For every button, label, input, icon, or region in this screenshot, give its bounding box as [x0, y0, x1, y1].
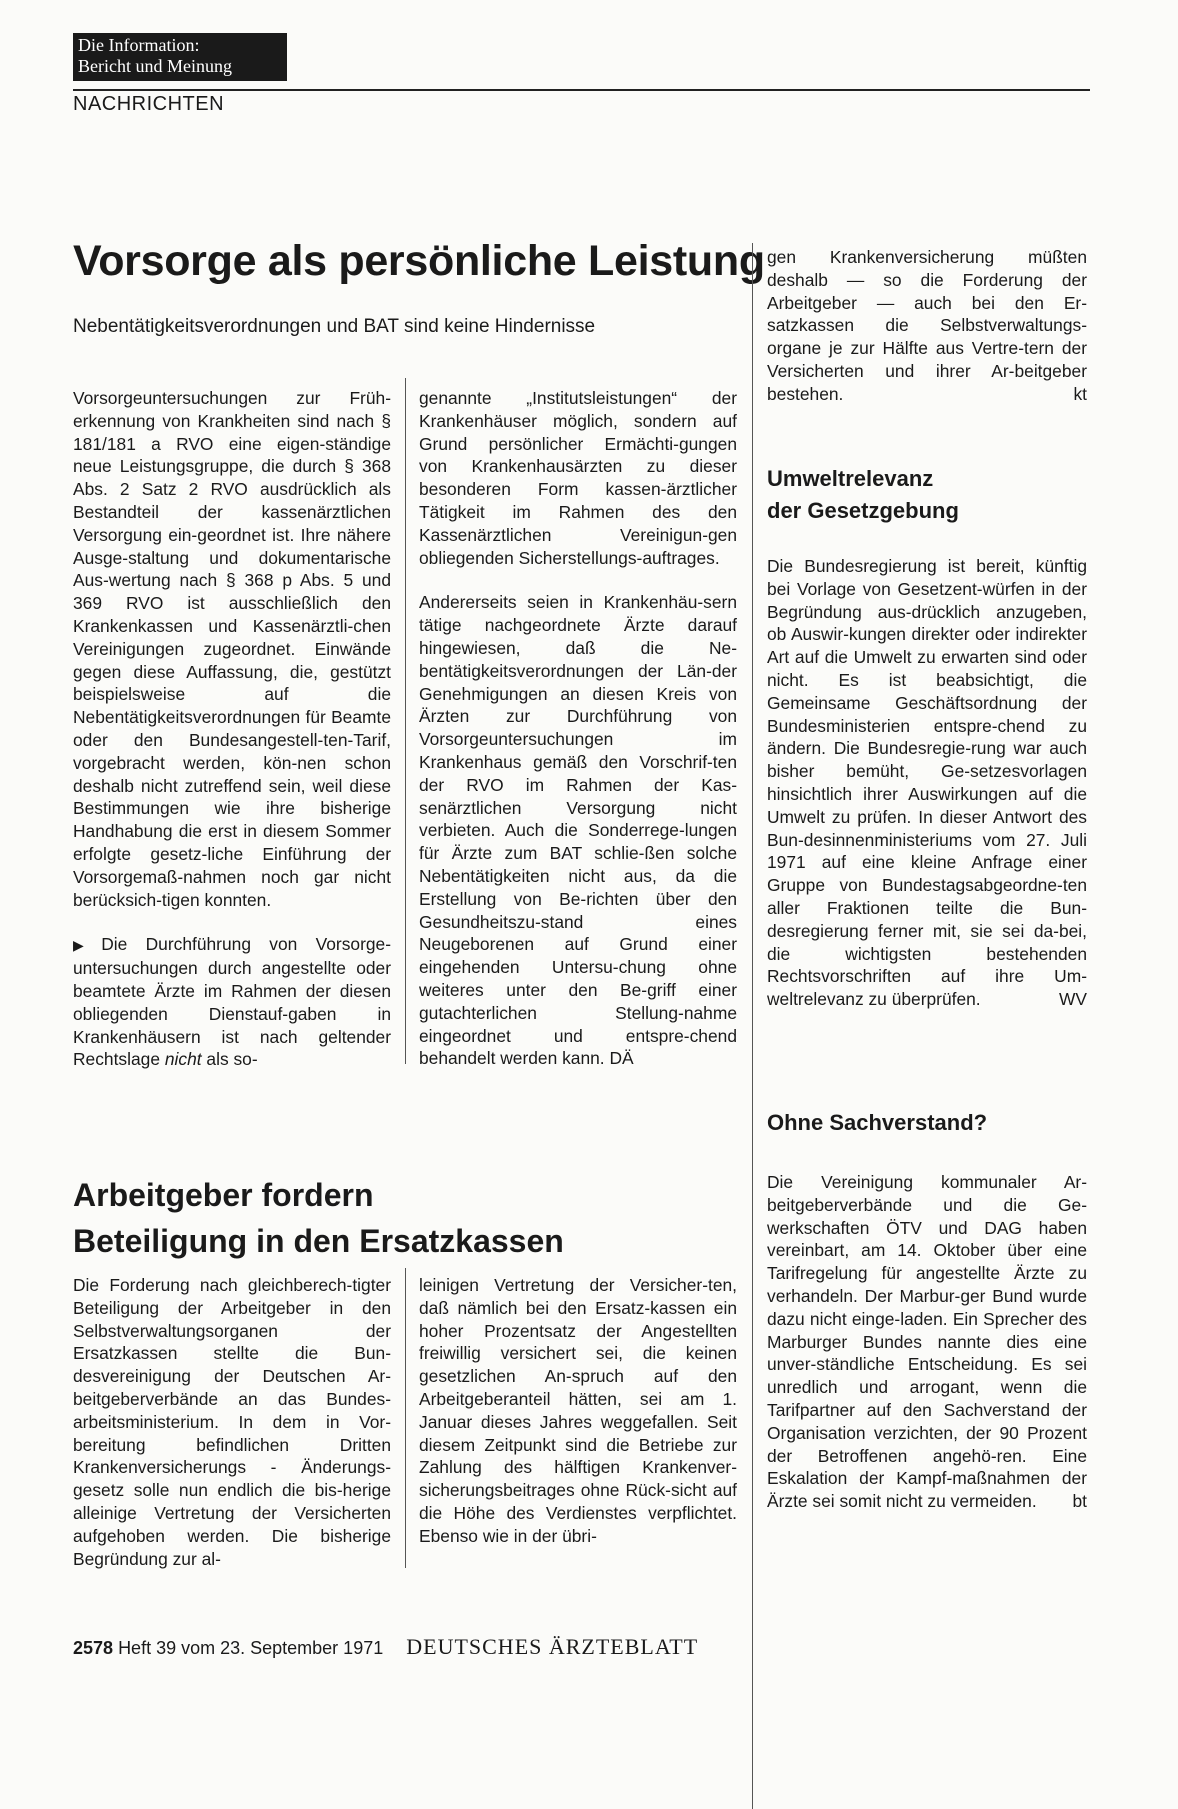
- article-1-title: Vorsorge als persönliche Leistung: [73, 237, 765, 285]
- department-kicker: [73, 33, 287, 81]
- kicker-line-2: Bericht und Meinung: [78, 56, 232, 76]
- article-1-paragraph: Andererseits seien in Krankenhäu-sern tätige nachgeordnete Ärzte darauf hingewiesen, daß die Ne-bentätigkeitsverordnungen der Län-der Genehmigungen an diesen Kreis von Ärzten zur Durchführung von Vorsorgeuntersuchungen im Krankenhaus gemäß den Vorschrif-ten der RVO im Rahmen der Kas-senärztlichen Versorgung nicht verbieten. Auch die Sonderrege-lungen für Ärzte zum BAT schlie-ßen solche Nebentätigkeiten nicht aus, da die Erstellung von Be-richten über den Gesundheitszu-stand eines Neugeborenen auf Grund einer eingehenden Untersu-chung ohne weiteres unter den Be-griff einer gutachterlichen Stellung-nahme eingeordnet und entspre-chend behandelt werden kann. DÄ: [419, 592, 737, 1069]
- article-3-title: Umweltrelevanz der Gesetzgebung: [767, 466, 959, 523]
- article-4-paragraph: Die Vereinigung kommunaler Ar-beitgeberverbände und die Ge-werkschaften ÖTV und DAG haben vereinbart, am 14. Oktober über eine Tarifregelung für angestellte Ärzte zu verhandeln. Der Marbur-ger Bund wurde dazu nicht einge-laden. Ein Sprecher des Marburger Bundes nannte dies eine unver-ständliche Entscheidung. Es sei unredlich und arrogant, wenn die Tarifpartner auf den Sachverstand der Organisation verzichten, der 90 Prozent der Betroffenen angehö-ren. Eine Eskalation der Kampf-maßnahmen der Ärzte sei somit nicht zu vermeiden. bt: [767, 1172, 1087, 1512]
- section-label: NACHRICHTEN: [73, 93, 225, 115]
- header-rule: [73, 89, 1090, 91]
- article-4-title: Ohne Sachverstand?: [767, 1110, 988, 1135]
- article-2-paragraph: leinigen Vertretung der Versicher-ten, daß nämlich bei den Ersatz-kassen ein hoher Prozentsatz der Angestellten freiwillig versichert sei, die keinen gesetzlichen An-spruch auf den Arbeitgeberanteil hätten, sei am 1. Januar dieses Jahres weggefallen. Seit diesem Zeitpunkt sind die Betriebe zur Zahlung des hälftigen Krankenver-sicherungsbeitrages ohne Rück-sicht auf die Höhe des Verdienstes verpflichtet. Ebenso wie in der übri-: [419, 1275, 737, 1546]
- masthead: DEUTSCHES ÄRZTEBLATT: [406, 1634, 699, 1659]
- article-2-column-1: [73, 1274, 391, 1570]
- issue-info: Heft 39 vom 23. September 1971: [118, 1638, 384, 1658]
- column-divider: [405, 1268, 406, 1568]
- article-4-body: [767, 1171, 1087, 1513]
- article-3-paragraph: Die Bundesregierung ist bereit, künftig bei Vorlage von Gesetzent-würfen in der Begründung aus-drücklich anzugeben, ob Auswir-kungen direkter oder indirekter Art auf die Umwelt zu erwarten sind oder nicht. Es ist beabsichtigt, die Gemeinsame Geschäftsordnung der Bundesministerien entspre-chend zu ändern. Die Bundesregie-rung war auch bisher bemüht, Ge-setzesvorlagen hinsichtlich ihrer Auswirkungen auf die Umwelt zu prüfen. In dieser Antwort des Bun-desinnenministeriums vom 27. Juli 1971 auf eine kleine Anfrage einer Gruppe von Bundestagsabgeordne-ten aller Fraktionen teilte die Bun-desregierung ferner mit, sie sei da-bei, die wichtigsten bestehenden Rechtsvorschriften auf ihre Um-weltrelevanz zu überprüfen. WV: [767, 556, 1087, 1010]
- article-2-paragraph: gen Krankenversicherung müßten deshalb — so die Forderung der Arbeitgeber — auch bei den Er-satzkassen die Selbstverwaltungs-organe je zur Hälfte aus Vertre-tern der Versicherten und ihrer Ar-beitgeber bestehen. kt: [767, 247, 1087, 404]
- column-divider: [752, 243, 753, 1809]
- column-divider: [405, 378, 406, 1064]
- article-1-column-1: [73, 387, 391, 1071]
- author-signature: WV: [1058, 989, 1087, 1010]
- article-2-continuation: [767, 246, 1087, 406]
- kicker-line-1: Die Information:: [78, 35, 200, 55]
- article-2-column-2: [419, 1274, 737, 1548]
- article-1-paragraph: Vorsorgeuntersuchungen zur Früh-erkennung von Krankheiten sind nach § 181/181 a RVO eine eigen-ständige neue Leistungsgruppe, die durch § 368 Abs. 2 Satz 2 RVO ausdrücklich als Bestandteil der kassenärztlichen Versorgung ein-geordnet ist. Ihre nähere Ausge-staltung und dokumentarische Aus-wertung nach § 368 p Abs. 5 und 369 RVO ist ausschließlich den Krankenkassen und Kassenärztli-chen Vereinigungen zugeordnet. Einwände gegen diese Auffassung, die, gestützt beispielsweise auf die Nebentätigkeitsverordnungen für Beamte oder den Bundesangestell-ten-Tarif, vorgebracht werden, kön-nen schon deshalb nicht zutreffend sein, weil diese Bestimmungen wie ihre bisherige Handhabung die erst in diesem Sommer erfolgte gesetz-liche Einführung der Vorsorgemaß-nahmen noch gar nicht berücksich-tigen konnten.: [73, 388, 391, 910]
- article-1-paragraph: ▶ Die Durchführung von Vorsorge-untersuchungen durch angestellte oder beamtete Ärzte im Rahmen der diesen obliegenden Dienstauf-gaben in Krankenhäusern ist nach geltender Rechtslage nicht als so-: [73, 934, 391, 1070]
- article-1-paragraph: genannte „Institutsleistungen“ der Krankenhäuser möglich, sondern auf Grund persönlicher Ermächti-gungen von Krankenhausärzten zu dieser besonderen Form kassen-ärztlicher Tätigkeit im Rahmen des den Kassenärztlichen Vereinigun-gen obliegenden Sicherstellungs-auftrages.: [419, 388, 737, 568]
- article-2-title: Arbeitgeber fordern Beteiligung in den Ersatzkassen: [73, 1177, 564, 1259]
- article-1-column-2: [419, 387, 737, 1070]
- article-2-paragraph: Die Forderung nach gleichberech-tigter Beteiligung der Arbeitgeber in den Selbstverwaltungsorganen der Ersatzkassen stellte die Bun-desvereinigung der Deutschen Ar-beitgeberverbände an das Bundes-arbeitsministerium. In dem in Vor-bereitung befindlichen Dritten Krankenversicherungs - Änderungs-gesetz solle nun endlich die bis-herige alleinige Vertretung der Versicherten aufgehoben werden. Die bisherige Begründung zur al-: [73, 1275, 391, 1569]
- article-3-body: [767, 555, 1087, 1011]
- author-signature: kt: [1073, 383, 1087, 404]
- author-signature: bt: [1072, 1491, 1087, 1512]
- author-signature: DÄ: [609, 1048, 634, 1069]
- article-1-subtitle: Nebentätigkeitsverordnungen und BAT sind keine Hindernisse: [73, 316, 596, 337]
- arrow-bullet-icon: ▶: [73, 937, 98, 954]
- page-footer: [73, 1634, 698, 1660]
- page-number: 2578: [73, 1638, 114, 1658]
